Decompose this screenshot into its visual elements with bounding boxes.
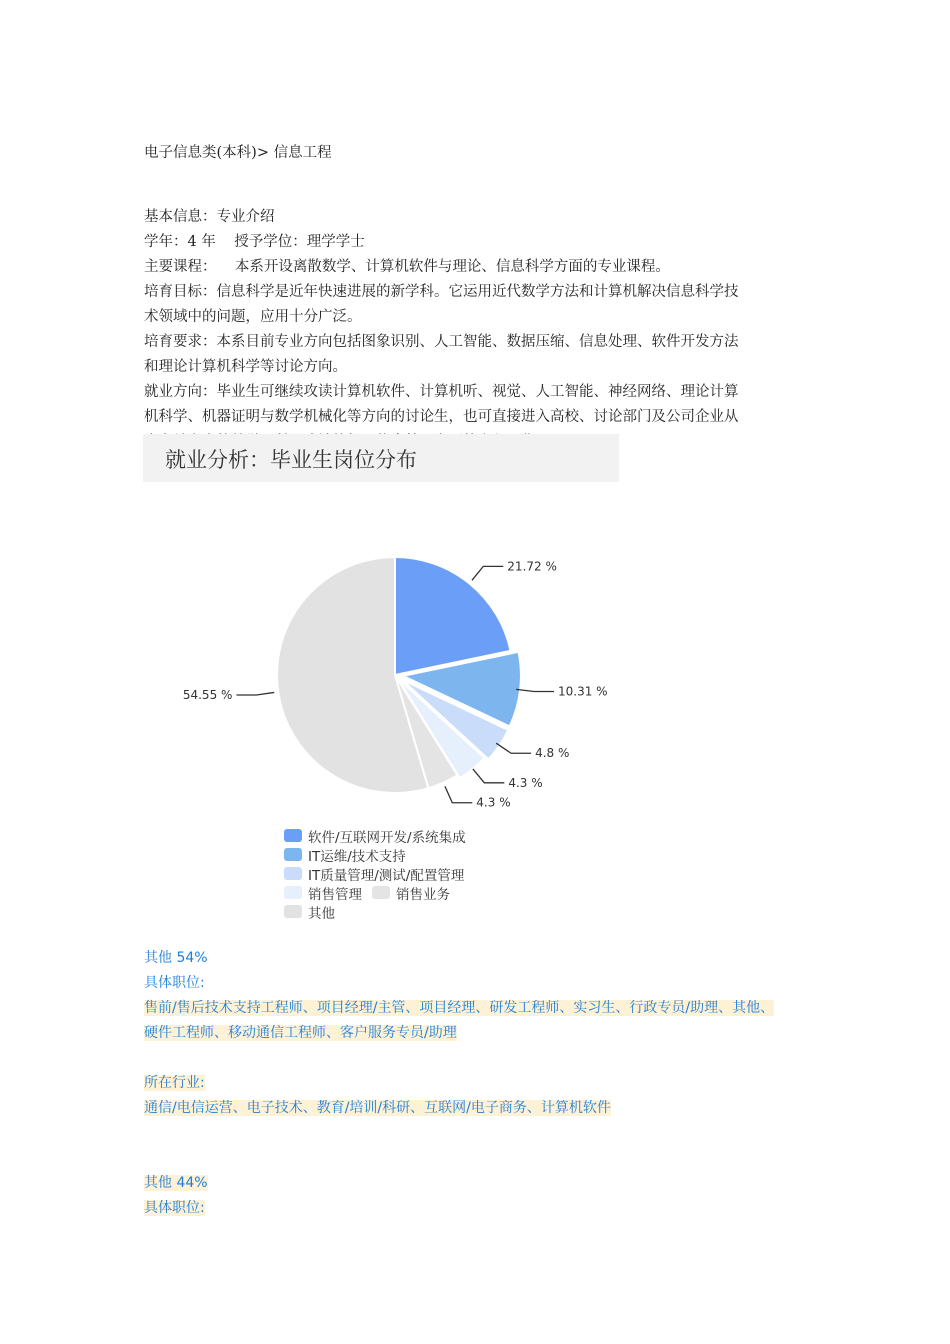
leader-line	[473, 769, 504, 783]
legend-swatch	[284, 829, 302, 842]
leader-line	[236, 692, 274, 695]
positions-label: 具体职位:	[144, 1200, 205, 1216]
positions-list-line1: 售前/售后技术支持工程师、项目经理/主管、项目经理、研发工程师、实习生、行政专员/助理、其他、	[144, 1000, 775, 1016]
data-label: 10.31 %	[558, 684, 608, 699]
legend-item[interactable]	[372, 883, 450, 903]
legend-item[interactable]	[284, 845, 406, 865]
legend-label: 销售业务	[396, 886, 450, 903]
positions-list-line2: 硬件工程师、移动通信工程师、客户服务专员/助理	[144, 1025, 457, 1041]
document-body	[144, 126, 808, 455]
group-heading: 其他 44%	[144, 1175, 208, 1191]
leader-line	[496, 743, 531, 753]
data-label: 21.72 %	[507, 559, 557, 574]
job-details	[144, 946, 824, 1221]
main-courses: 主要课程： 本系开设离散数学、计算机软件与理论、信息科学方面的专业课程。	[144, 259, 670, 275]
breadcrumb: 电子信息类(本科)> 信息工程	[144, 144, 332, 161]
data-label: 4.3 %	[476, 795, 511, 810]
legend-label: 其他	[308, 905, 335, 922]
leader-line	[472, 566, 503, 580]
industry-label: 所在行业:	[144, 1075, 205, 1091]
section-banner	[143, 434, 619, 482]
data-label: 4.8 %	[535, 746, 570, 761]
positions-label: 具体职位:	[144, 975, 205, 991]
data-label: 54.55 %	[182, 687, 233, 702]
legend-item[interactable]	[284, 883, 362, 903]
legend-swatch	[284, 905, 302, 918]
legend-item[interactable]	[284, 902, 335, 922]
legend-swatch	[284, 867, 302, 880]
legend-label: 软件/互联网开发/系统集成	[308, 829, 466, 846]
legend-swatch	[284, 886, 302, 899]
pie-chart	[143, 500, 643, 830]
training-requirement-line1: 培育要求：本系目前专业方向包括图象识别、人工智能、数据压缩、信息处理、软件开发方法	[144, 334, 739, 350]
industry-list: 通信/电信运营、电子技术、教育/培训/科研、互联网/电子商务、计算机软件	[144, 1100, 611, 1116]
leader-line	[445, 786, 472, 802]
section-title: 就业分析：毕业生岗位分布	[165, 448, 417, 472]
group-heading: 其他 54%	[144, 950, 208, 966]
career-direction-line1: 就业方向：毕业生可继续攻读计算机软件、计算机听、视觉、人工智能、神经网络、理论计算	[144, 384, 739, 400]
legend-label: IT运维/技术支持	[308, 848, 406, 865]
legend-item[interactable]	[284, 864, 464, 884]
legend-swatch	[284, 848, 302, 861]
training-goal-line2: 术领域中的问题，应用十分广泛。	[144, 309, 362, 325]
legend-label: 销售管理	[308, 886, 362, 903]
career-direction-line2: 机科学、机器证明与数学机械化等方向的讨论生，也可直接进入高校、讨论部门及公司企业从	[144, 409, 739, 425]
training-goal-line1: 培育目标：信息科学是近年快速进展的新学科。它运用近代数学方法和计算机解决信息科学技	[144, 284, 739, 300]
basic-info-heading: 基本信息：专业介绍	[144, 209, 275, 225]
leader-line	[516, 689, 554, 691]
legend-item[interactable]	[284, 826, 466, 846]
training-requirement-line2: 和理论计算机科学等讨论方向。	[144, 359, 347, 375]
study-years-degree: 学年：4 年 授予学位：理学学士	[144, 234, 365, 250]
chart-legend	[284, 826, 476, 921]
data-label: 4.3 %	[508, 775, 543, 790]
legend-swatch	[372, 886, 390, 899]
legend-label: IT质量管理/测试/配置管理	[308, 867, 465, 884]
